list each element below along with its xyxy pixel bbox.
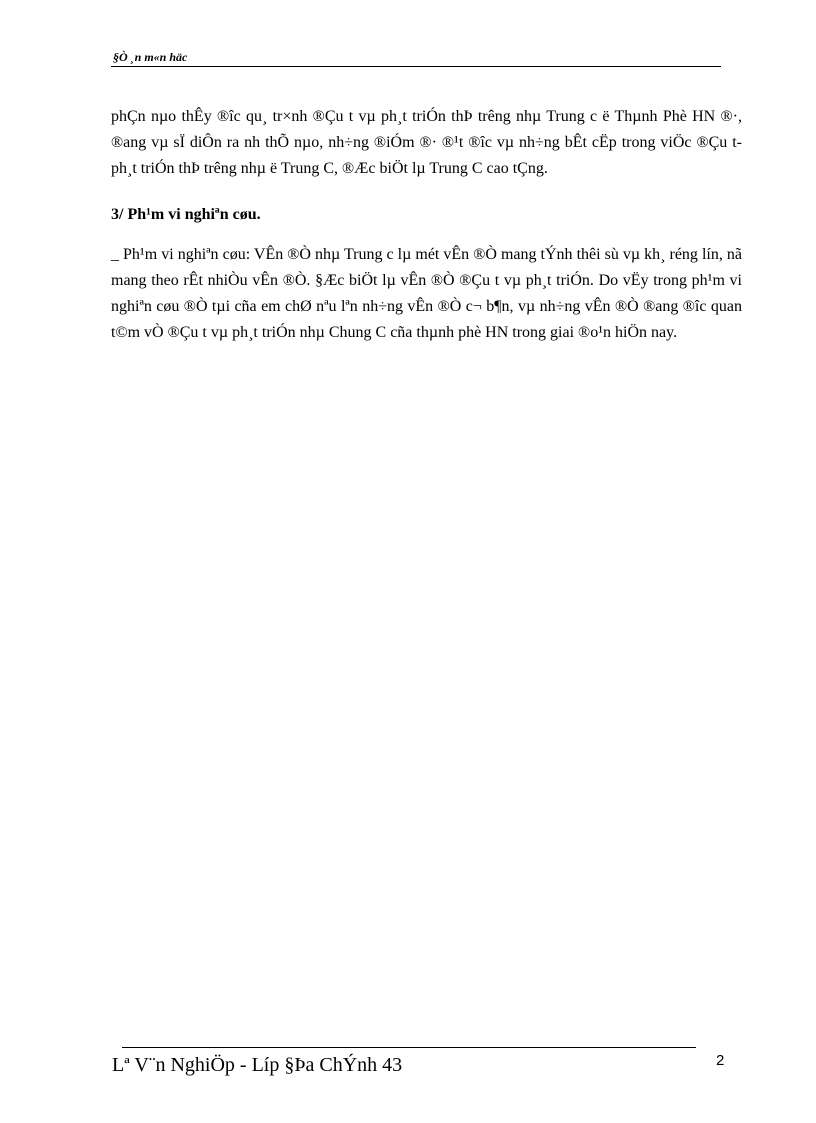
section-heading: 3/ Ph¹m vi nghiªn cøu. — [111, 206, 261, 223]
footer-author: Lª V¨n NghiÖp - Líp §Þa ChÝnh 43 — [112, 1054, 403, 1076]
body-paragraph-intro: phÇn nµo thÊy ®îc qu¸ tr×nh ®Çu t vµ ph¸t triÓn thÞ trêng nhµ Trung c ë Thµnh Phè HN ®·, ®ang vµ sÏ diÔn ra nh thÕ nµo, nh÷ng ®iÓm ®· ®¹t ®îc vµ nh÷ng bÊt cËp trong viÖc ®Çu t ph¸t triÓn thÞ trêng nhµ ë Trung C, ®Æc biÖt lµ Trung C cao tÇng. — [111, 108, 742, 177]
document-body — [111, 104, 742, 346]
body-paragraph-scope: _ Ph¹m vi nghiªn cøu: VÊn ®Ò nhµ Trung c lµ mét vÊn ®Ò mang tÝnh thêi sù vµ kh¸ réng lín, nã mang theo rÊt nhiÒu vÊn ®Ò. §Æc biÖt lµ vÊn ®Ò ®Çu t vµ ph¸t triÓn. Do vËy trong ph¹m vi nghiªn cøu ®Ò tµi cña em chØ nªu lªn nh÷ng vÊn ®Ò c¬ b¶n, vµ nh÷ng vÊn ®Ò ®ang ®îc quan t©m vÒ ®Çu t vµ ph¸t triÓn nhµ Chung C cña thµnh phè HN trong giai ®o¹n hiÖn nay. — [111, 246, 742, 341]
footer-divider — [122, 1047, 696, 1048]
page-header — [111, 48, 721, 67]
page-number: 2 — [716, 1052, 725, 1069]
header-title: §Ò ¸n m«n häc — [113, 50, 188, 64]
